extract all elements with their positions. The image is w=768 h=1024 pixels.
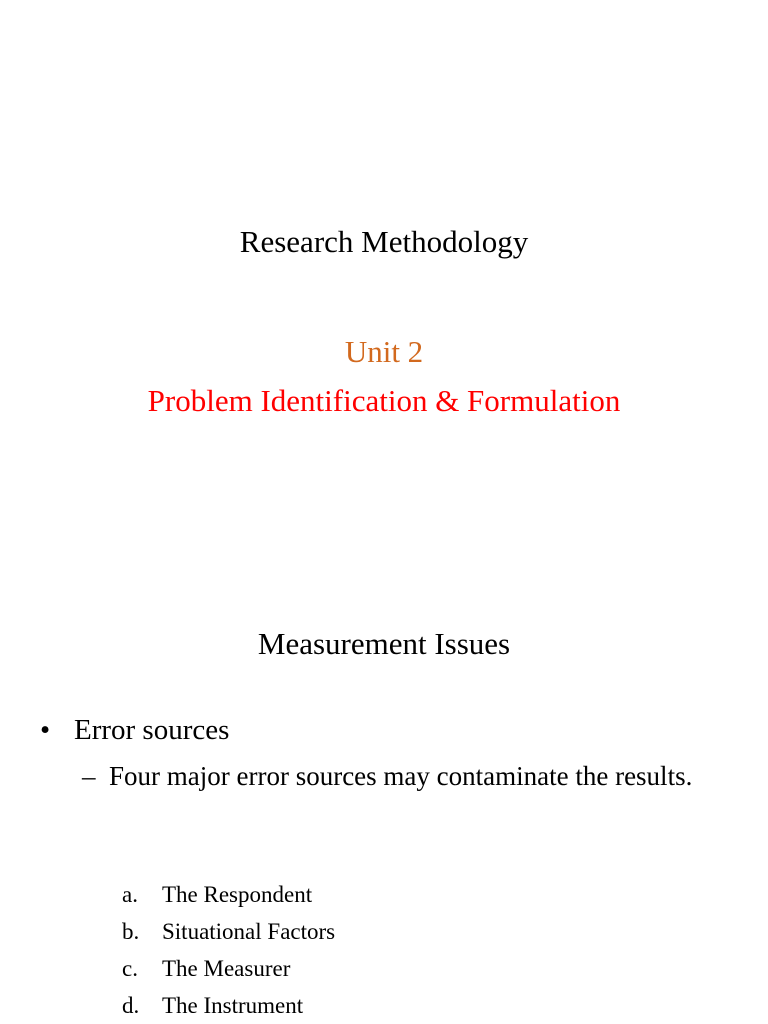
list-item [122, 913, 335, 950]
bullet-error-sources [40, 710, 229, 750]
list-item [122, 950, 335, 987]
unit-topic: Problem Identification & Formulation [147, 383, 621, 418]
list-item-text: The Respondent [162, 882, 313, 907]
slide-heading: Measurement Issues [257, 626, 511, 661]
list-item [122, 987, 335, 1024]
list-item-text: The Measurer [162, 956, 291, 981]
list-item [122, 876, 335, 913]
list-item-marker: b. [122, 919, 140, 944]
unit-label: Unit 2 [344, 334, 424, 369]
list-item-text: The Instrument [162, 993, 304, 1018]
sub-bullet-marker: – [82, 761, 96, 791]
course-title: Research Methodology [239, 224, 529, 259]
error-source-list [122, 876, 335, 1024]
bullet-text: Error sources [74, 714, 230, 746]
list-item-text: Situational Factors [162, 919, 336, 944]
sub-bullet-text: Four major error sources may contaminate the results. [109, 761, 693, 791]
list-item-marker: d. [122, 993, 140, 1018]
sub-bullet [82, 758, 702, 795]
content-slide [0, 540, 768, 1024]
list-item-marker: c. [122, 956, 138, 981]
list-item-marker: a. [122, 882, 138, 907]
bullet-marker: • [40, 714, 51, 746]
